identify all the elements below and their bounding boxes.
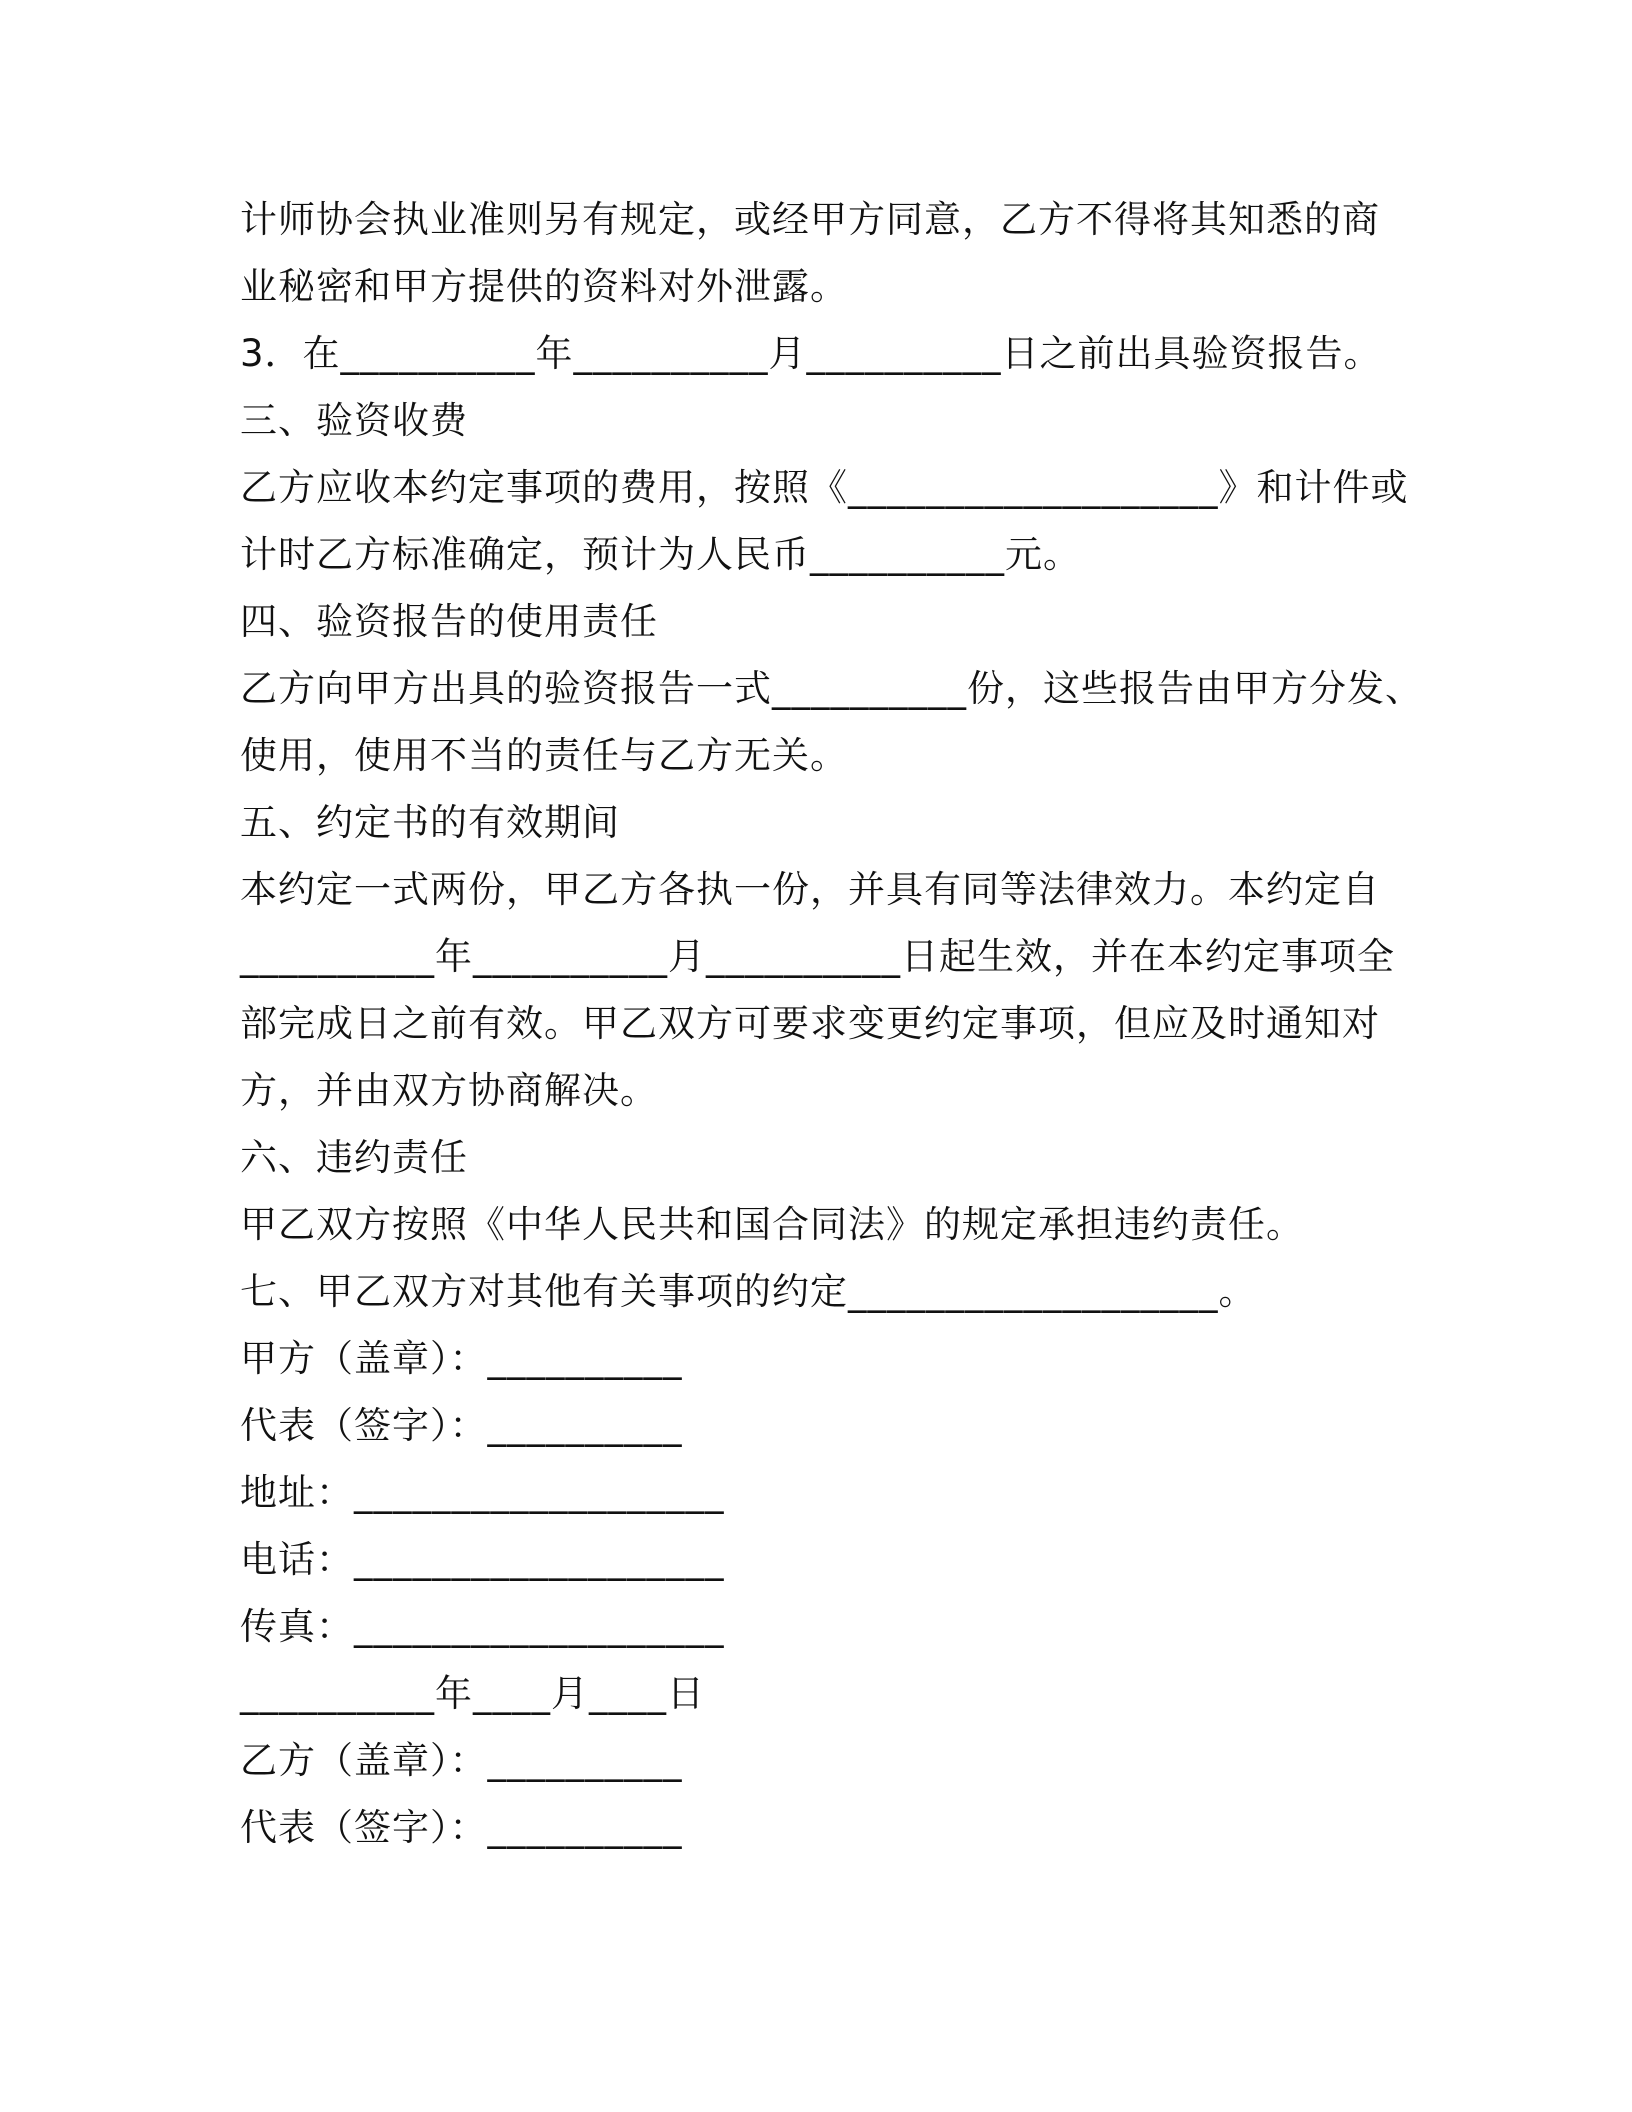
party-b-representative-field: 代表（签字）：__________ (240, 1806, 683, 1849)
text-line: 部完成日之前有效。甲乙双方可要求变更约定事项，但应及时通知对 (240, 1002, 1380, 1045)
text-line: 业秘密和甲方提供的资料对外泄露。 (240, 265, 848, 308)
address-field: 地址：___________________ (240, 1471, 725, 1514)
document-body (240, 186, 1423, 1861)
text-line: 乙方应收本约定事项的费用，按照《___________________》和计件或 (240, 466, 1409, 509)
text-line: 计时乙方标准确定，预计为人民币__________元。 (240, 533, 1081, 576)
fax-field: 传真：___________________ (240, 1605, 725, 1648)
party-a-representative-field: 代表（签字）：__________ (240, 1404, 683, 1447)
text-line: __________年__________月__________日起生效，并在本约定事项全 (240, 935, 1395, 978)
party-a-seal-field: 甲方（盖章）：__________ (240, 1337, 683, 1380)
phone-field: 电话：___________________ (240, 1538, 725, 1581)
text-line: 计师协会执业准则另有规定，或经甲方同意，乙方不得将其知悉的商 (240, 198, 1380, 241)
text-line: 乙方向甲方出具的验资报告一式__________份，这些报告由甲方分发、 (240, 667, 1423, 710)
section-heading-breach: 六、违约责任 (240, 1136, 468, 1179)
section-heading-report-usage: 四、验资报告的使用责任 (240, 600, 658, 643)
section-heading-fees: 三、验资收费 (240, 399, 468, 442)
clause-3-report-date: 3．在__________年__________月__________日之前出具验资报告。 (240, 332, 1382, 375)
party-b-seal-field: 乙方（盖章）：__________ (240, 1739, 683, 1782)
text-line: 本约定一式两份，甲乙方各执一份，并具有同等法律效力。本约定自 (240, 868, 1380, 911)
text-line: 甲乙双方按照《中华人民共和国合同法》的规定承担违约责任。 (240, 1203, 1304, 1246)
section-heading-validity: 五、约定书的有效期间 (240, 801, 620, 844)
text-line: 使用，使用不当的责任与乙方无关。 (240, 734, 848, 777)
text-line: 方，并由双方协商解决。 (240, 1069, 658, 1112)
section-heading-other-matters: 七、甲乙双方对其他有关事项的约定___________________。 (240, 1270, 1257, 1313)
date-field: __________年____月____日 (240, 1672, 705, 1715)
